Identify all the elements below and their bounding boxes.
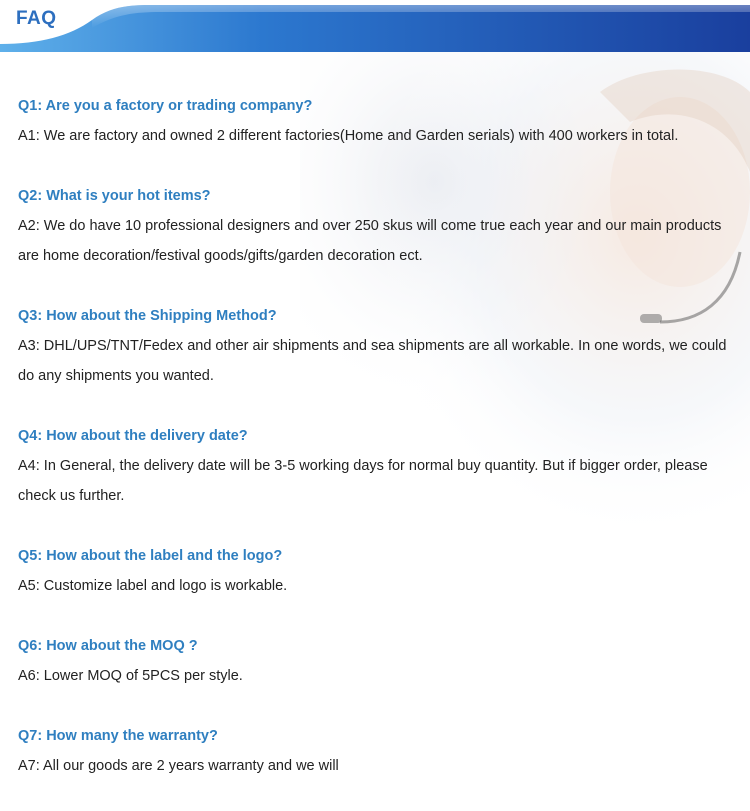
faq-answer: A2: We do have 10 professional designers and over 250 skus will come true each year and our main products are home decoration/festival goods/gifts/garden decoration ect. (18, 218, 722, 264)
faq-answer: A7: All our goods are 2 years warranty and we will (18, 758, 339, 774)
header-swoosh (0, 0, 750, 52)
page-title: FAQ (16, 8, 57, 29)
faq-answer: A4: In General, the delivery date will be 3-5 working days for normal buy quantity. But if bigger order, please check us further. (18, 458, 708, 504)
faq-question: Q6: How about the MOQ ? (18, 638, 198, 654)
faq-list (18, 91, 733, 811)
faq-item (18, 631, 733, 691)
faq-answer: A6: Lower MOQ of 5PCS per style. (18, 668, 243, 684)
faq-header-banner (0, 0, 750, 52)
faq-answer: A3: DHL/UPS/TNT/Fedex and other air shipments and sea shipments are all workable. In one words, we could do any shipments you wanted. (18, 338, 727, 384)
faq-question: Q4: How about the delivery date? (18, 428, 248, 444)
faq-question: Q5: How about the label and the logo? (18, 548, 283, 564)
faq-item (18, 721, 733, 781)
faq-item (18, 91, 733, 151)
faq-question: Q1: Are you a factory or trading company? (18, 98, 313, 114)
faq-item (18, 421, 733, 511)
faq-item (18, 541, 733, 601)
faq-question: Q3: How about the Shipping Method? (18, 308, 277, 324)
faq-item (18, 301, 733, 391)
faq-answer: A1: We are factory and owned 2 different factories(Home and Garden serials) with 400 workers in total. (18, 128, 679, 144)
faq-answer: A5: Customize label and logo is workable. (18, 578, 288, 594)
faq-item (18, 181, 733, 271)
faq-question: Q2: What is your hot items? (18, 188, 211, 204)
faq-question: Q7: How many the warranty? (18, 728, 218, 744)
